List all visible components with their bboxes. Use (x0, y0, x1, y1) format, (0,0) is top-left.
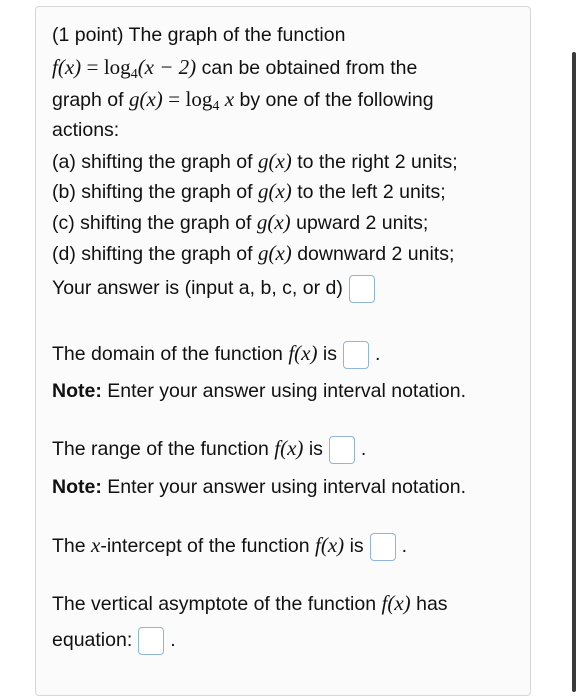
xint-x: x (91, 533, 101, 558)
range-prompt: The range of the function (52, 438, 269, 461)
domain-input-box[interactable] (343, 341, 369, 369)
domain-line: The domain of the function f(x) is . (52, 341, 380, 369)
range-input-box[interactable] (329, 436, 355, 464)
answer-line (52, 275, 375, 303)
equals-sign-g: = (168, 87, 181, 111)
asymptote-line-2: equation: . (52, 627, 176, 655)
range-line: The range of the function f(x) is . (52, 436, 366, 464)
intro-text: (1 point) The graph of the function (52, 24, 346, 46)
x-intercept-line: The x-intercept of the function f(x) is . (52, 533, 407, 561)
x-intercept-input-box[interactable] (370, 533, 396, 561)
problem-intro-line (52, 23, 345, 47)
option-d-head: (d) shifting the graph of (52, 243, 253, 265)
option-d-g: g(x) (257, 241, 292, 265)
line3-tail: by one of the following (239, 89, 434, 111)
range-note (52, 475, 466, 499)
option-c (52, 210, 428, 235)
xint-head: The (52, 535, 86, 558)
note-label-range: Note: (52, 476, 102, 498)
range-is: is (308, 438, 323, 461)
xint-mid: -intercept of the function (100, 535, 310, 558)
domain-is: is (322, 343, 337, 366)
asym-has: has (416, 593, 448, 615)
line2-tail: can be obtained from the (201, 57, 418, 79)
option-d (52, 241, 454, 266)
option-d-tail: downward 2 units; (297, 243, 455, 265)
note-text-range: Enter your answer using interval notation. (107, 476, 467, 498)
domain-prompt: The domain of the function (52, 343, 283, 366)
log-argument-f: (x − 2) (137, 55, 197, 79)
option-b-g: g(x) (257, 179, 292, 203)
domain-f: f(x) (288, 341, 318, 366)
note-text-domain: Enter your answer using interval notation. (107, 380, 467, 402)
option-c-tail: upward 2 units; (296, 212, 429, 234)
log-symbol-g: log (185, 87, 213, 111)
asym-text: The vertical asymptote of the function (52, 593, 377, 615)
option-b-tail: to the left 2 units; (297, 181, 446, 203)
option-a-g: g(x) (257, 149, 292, 173)
xint-f: f(x) (315, 533, 345, 558)
log-argument-g: x (224, 87, 235, 111)
option-c-g: g(x) (256, 210, 291, 234)
option-b (52, 179, 446, 204)
asymptote-input-box[interactable] (138, 627, 164, 655)
line3-head: graph of (52, 89, 124, 111)
asym-f: f(x) (381, 591, 411, 615)
xint-is: is (349, 535, 364, 558)
option-a (52, 149, 458, 174)
equals-sign: = (86, 55, 99, 79)
function-definition-line (52, 55, 417, 87)
actions-line (52, 118, 119, 142)
f-of-x: f(x) (52, 55, 82, 79)
g-definition-line (52, 87, 434, 119)
option-c-head: (c) shifting the graph of (52, 212, 252, 234)
answer-prompt: Your answer is (input a, b, c, or d) (52, 277, 343, 300)
log-symbol: log (103, 55, 131, 79)
log-base-g: 4 (212, 99, 220, 114)
option-b-head: (b) shifting the graph of (52, 181, 253, 203)
asymptote-line-1 (52, 591, 448, 616)
option-a-tail: to the right 2 units; (297, 151, 458, 173)
g-of-x: g(x) (128, 87, 163, 111)
log-base: 4 (130, 67, 138, 82)
note-label-domain: Note: (52, 380, 102, 402)
domain-note (52, 379, 466, 403)
range-f: f(x) (274, 436, 304, 461)
actions-label: actions: (52, 119, 120, 141)
scrollbar[interactable] (572, 52, 576, 692)
asym-equation-label: equation: (52, 629, 133, 652)
option-a-head: (a) shifting the graph of (52, 151, 253, 173)
answer-input-box[interactable] (349, 275, 375, 303)
